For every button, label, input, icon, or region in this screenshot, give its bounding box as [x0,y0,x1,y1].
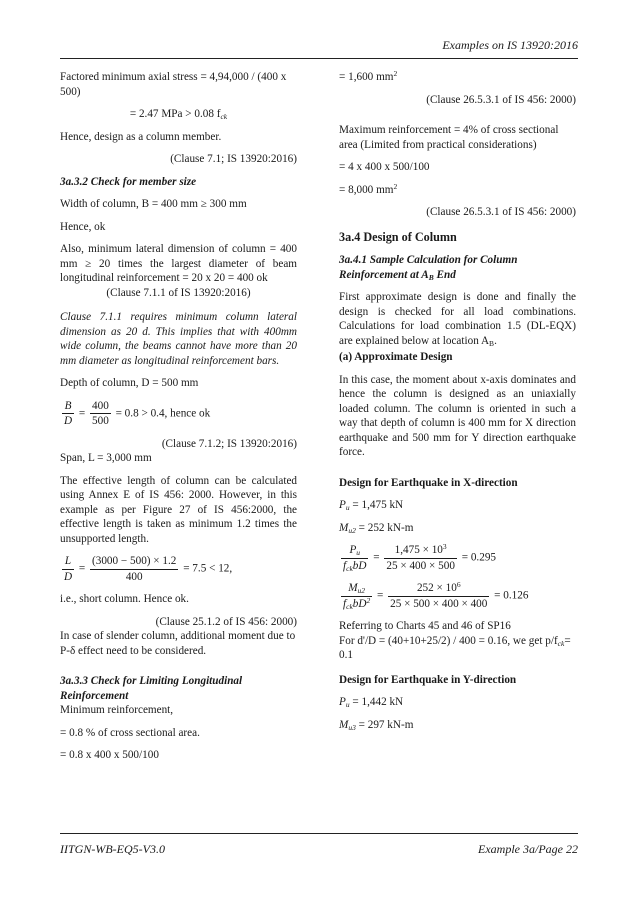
axial-ratio-equation: $\frac{P_u}{f_{ck}bD}$ = $\frac{1,475 \times 10^3}{25 \times 400 \times 500}$ = 0.295 [343,542,497,573]
eq-y-heading: Design for Earthquake in Y-direction [339,673,517,686]
depth-text: Depth of column, D = 500 mm [60,377,199,389]
min-area-result: = 1,600 $mm^2$ [339,69,398,83]
subsection-heading: 3a.4.1 Sample Calculation for Column Reinforcement at $A_B$ End [339,254,518,282]
approximate-design-intro: First approximate design is done and finally the design is checked for all load combinations. Calculations for load combination 1.5 (DL-EQX) are explained below at location $A_B$. [339,291,576,348]
span-text: Span, L = 3,000 mm [60,452,152,464]
chart-reference-text: Referring to Charts 45 and 46 of SP16 For d'/D = (40+10+25/2) / 400 = 0.16, we get $p/f_{ck}= 0.1$ [339,620,571,661]
slender-note: In case of slender column, additional moment due to P-δ effect need to be considered. [60,630,296,657]
section-heading: 3a.3.2 Check for member size [60,175,197,188]
axial-stress-text: Factored minimum axial stress = 4,94,000 / (400 x 500) [60,71,287,98]
section-heading: 3a.3.3 Check for Limiting Longitudinal Reinforcement [60,675,243,702]
max-area-result: = 8,000 $mm^2$ [339,181,398,196]
approximate-design-heading: (a) Approximate Design [339,351,453,363]
page-footer [60,833,578,858]
footer-page-number: Example 3a/Page 22 [478,842,578,856]
clause-ref: (Clause 7.1.1 of IS 13920:2016) [106,286,251,299]
hence-ok-text: Hence, ok [60,220,106,233]
pu-x: $P_u = 1,475$ kN [339,499,404,512]
slenderness-equation: $\frac{L}{D}$ = $\frac{(3000 - 500) \times 1.2}{400}$ = 7.5 < 12, [64,555,233,583]
clause-ref: (Clause 7.1; IS 13920:2016) [170,153,297,165]
left-column [60,70,297,771]
short-column-text: i.e., short column. Hence ok. [60,593,189,605]
clause-ref: (Clause 26.5.3.1 of IS 456: 2000) [426,93,576,106]
min-reinforcement-text: Minimum reinforcement, [60,704,174,716]
mu-y: $M_{u3} = 297$ kN-m [339,718,414,732]
width-text: Width of column, B = 400 mm ≥ 300 mm [60,198,247,210]
lateral-dimension-text: Also, minimum lateral dimension of column = 400 mm ≥ 20 times the largest diameter of beam longitudinal reinforcement = 20 x 20 = 400 ok [60,243,297,284]
pu-y: $P_u = 1,442$ kN [339,696,404,709]
stress-result: = 2.47 MPa > 0.08 $f_{ck}$ [129,108,228,121]
clause-ref: (Clause 26.5.3.1 of IS 456: 2000) [426,206,576,218]
clause-ref: (Clause 25.1.2 of IS 456: 2000) [155,615,297,628]
min-reinforcement-calc: = 0.8 x 400 x 500/100 [60,749,159,761]
clause-ref: (Clause 7.1.2; IS 13920:2016) [161,437,297,450]
uniaxial-text: In this case, the moment about x-axis dominates and hence the column is designed as an uniaxially loaded column. The column is oriented in such a way that depth of column is 400 mm for X direction earthquake and 500 mm for Y direction earthquake force. [339,373,576,458]
eq-x-heading: Design for Earthquake in X-direction [339,476,518,489]
min-reinforcement-percent: = 0.8 % of cross sectional area. [60,726,200,739]
section-heading: 3a.4 Design of Column [339,229,457,244]
header-title: Examples on IS 13920:2016 [442,38,578,52]
right-column [339,70,576,740]
max-reinforcement-text: Maximum reinforcement = 4% of cross sectional area (Limited from practical considerations) [339,124,559,151]
page-header [60,38,578,59]
design-as-column-text: Hence, design as a column member. [60,130,222,143]
mu-x: $M_{u2} = 252$ kN-m [339,521,414,535]
ratio-equation: $\frac{B}{D}$ = $\frac{400}{500}$ = 0.8 > 0.4, hence ok [64,399,211,427]
max-reinforcement-calc: = 4 x 400 x 500/100 [339,161,430,173]
clause-note: Clause 7.1.1 requires minimum column lateral dimension as 20 d. This implies that with 400mm wide column, the beams cannot have more than 20 mm diameter as longitudinal reinforcement bars. [60,311,297,367]
moment-ratio-equation: $\frac{M_{u2}}{f_{ck}bD^2}$ = $\frac{252 \times 10^6}{25 \times 500 \times 400 \times 400}$ = 0.126 [343,580,529,611]
footer-doc-id: IITGN-WB-EQ5-V3.0 [60,842,165,856]
effective-length-text: The effective length of column can be calculated using Annex E of IS 456: 2000. However, in this example as per Figure 27 of IS 456:2000, the effective length is taken as minimum 1.2 times the unsupported length. [60,474,297,545]
